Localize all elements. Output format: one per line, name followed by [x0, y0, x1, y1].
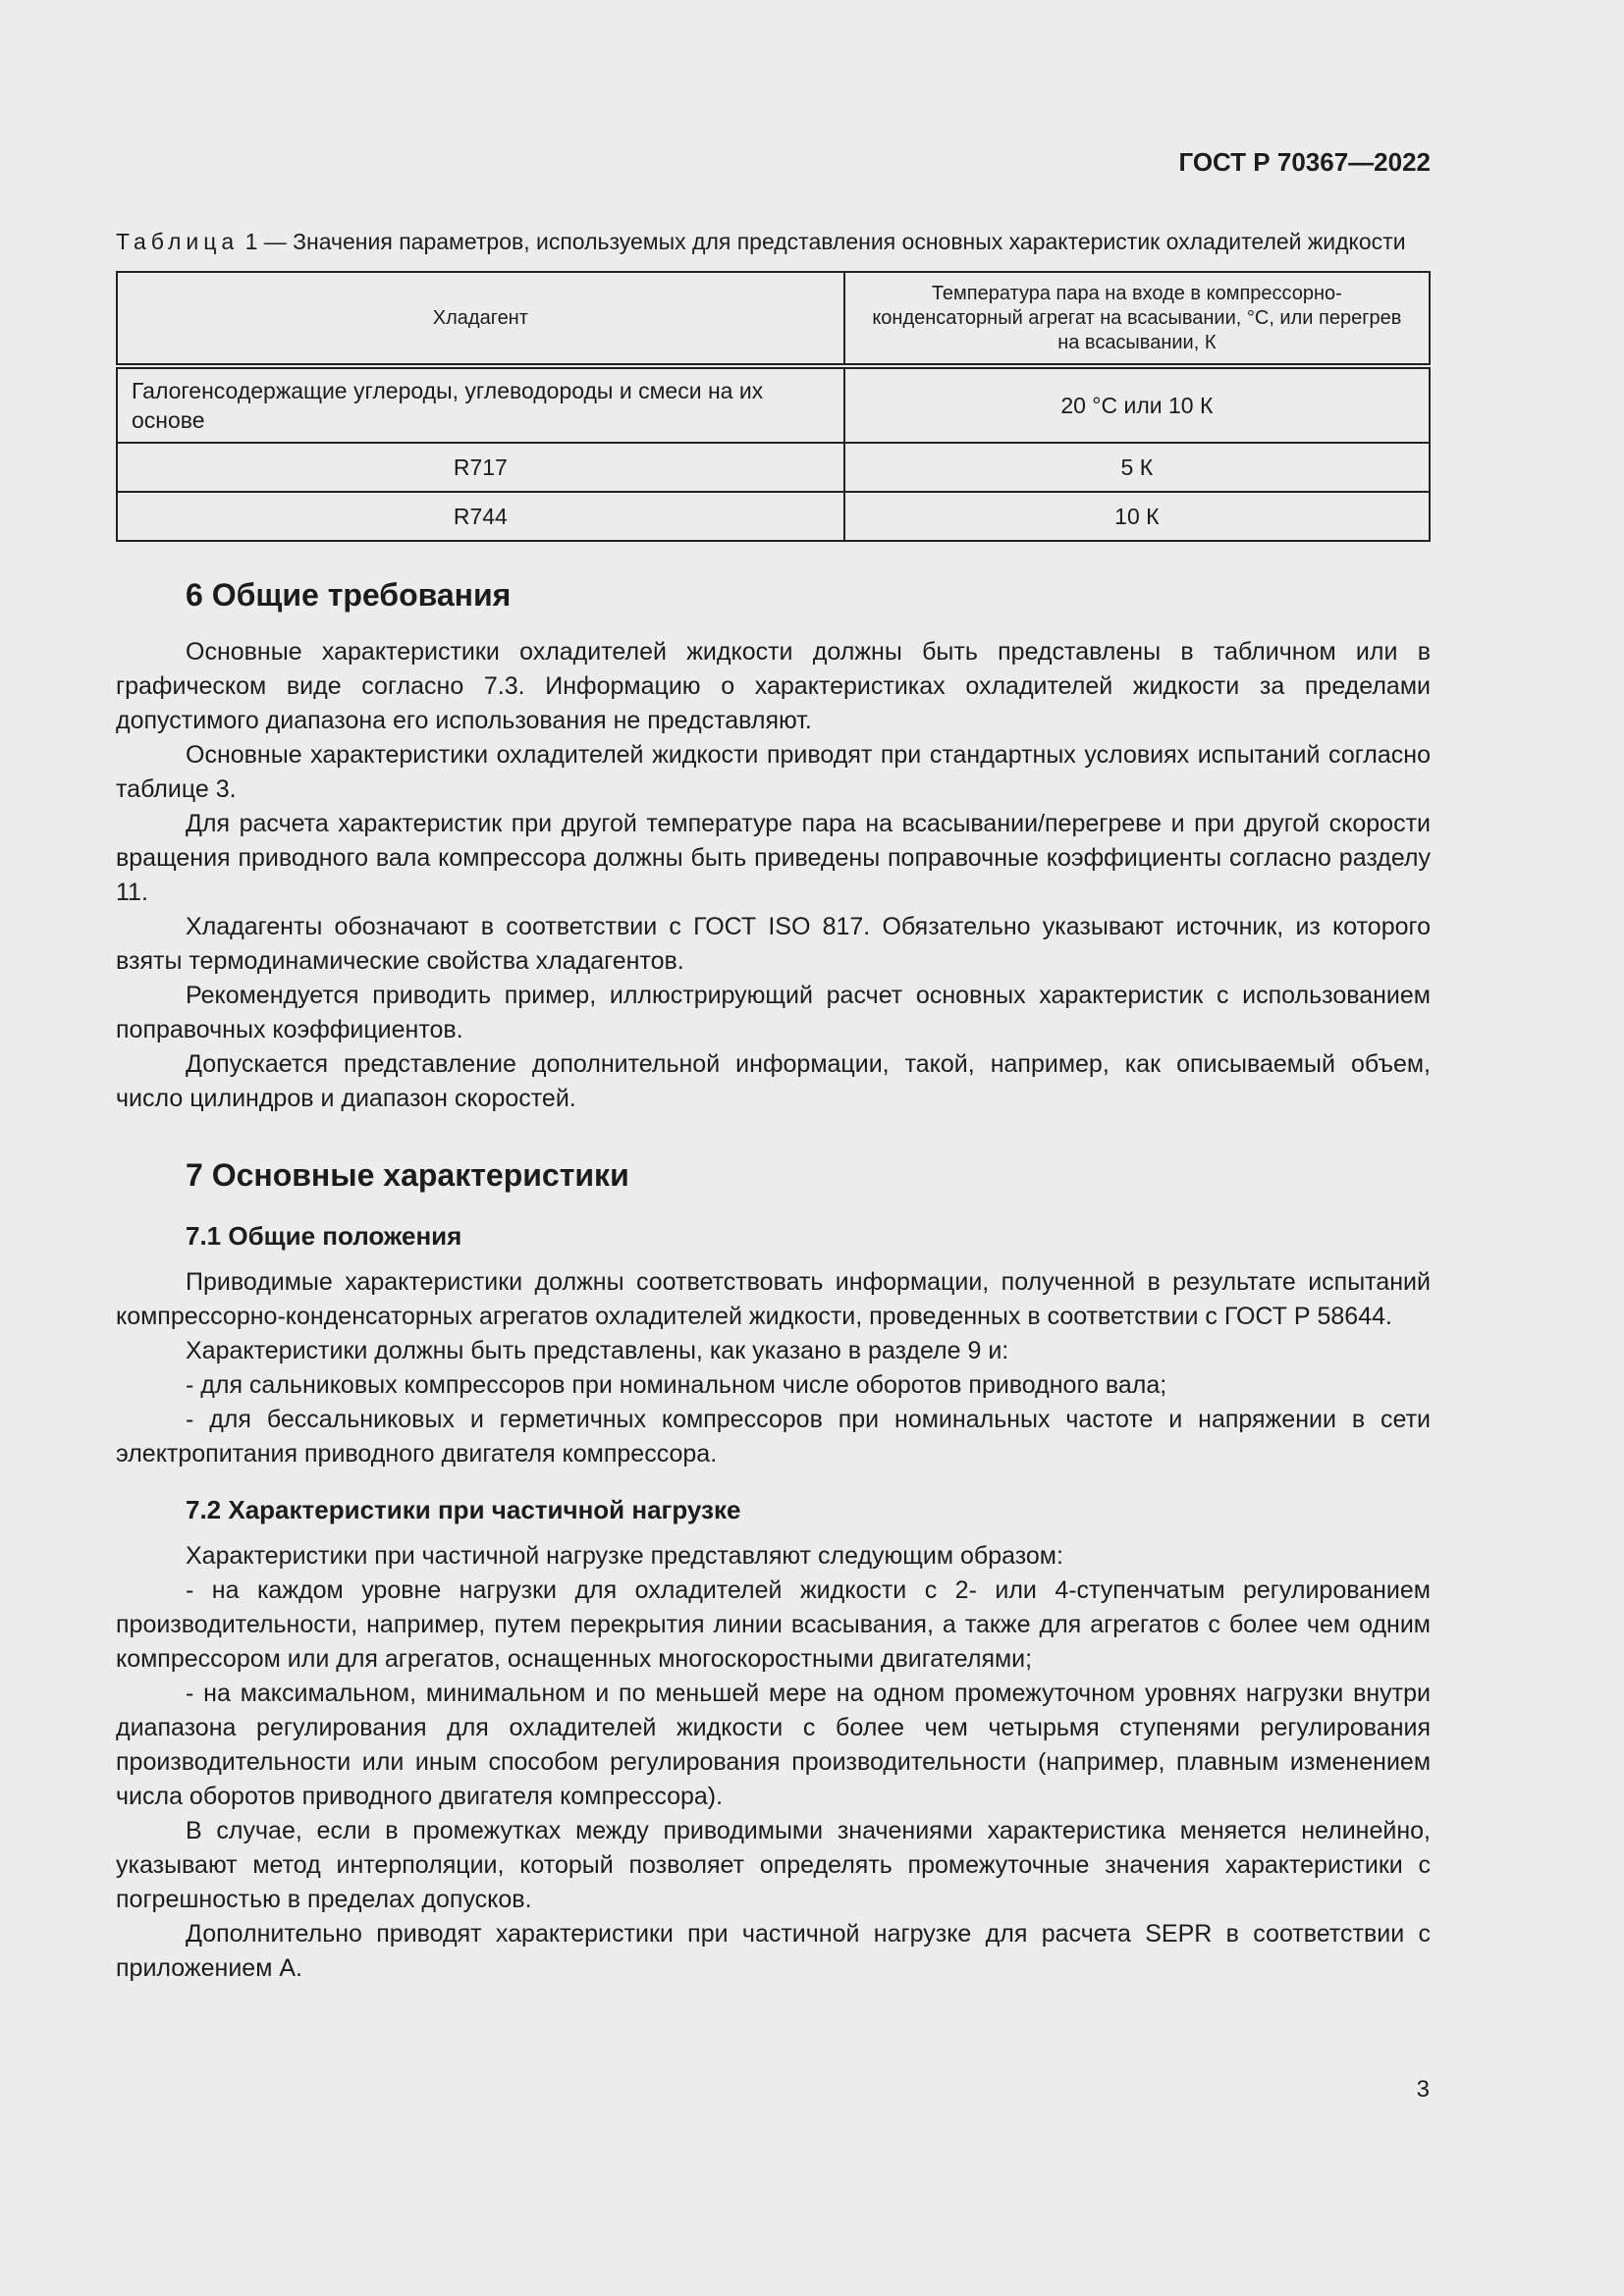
- table-row: [117, 366, 1430, 443]
- section-6-body: [116, 635, 1431, 1116]
- paragraph: Дополнительно приводят характеристики при частичной нагрузке для расчета SEPR в соответствии с приложением А.: [116, 1920, 1431, 1982]
- paragraph: Для расчета характеристик при другой температуре пара на всасывании/перегреве и при другой скорости вращения приводного вала компрессора должны быть приведены поправочные коэффициенты согласно разделу 11.: [116, 810, 1431, 906]
- page-number: 3: [1416, 2076, 1430, 2103]
- list-item: - для бессальниковых и герметичных компрессоров при номинальных частоте и напряжении в сети электропитания приводного двигателя компрессора.: [116, 1406, 1431, 1468]
- list-item: - для сальниковых компрессоров при номинальном числе оборотов приводного вала;: [186, 1371, 1167, 1399]
- document-id: ГОСТ Р 70367—2022: [1178, 147, 1431, 177]
- paragraph: Характеристики должны быть представлены, как указано в разделе 9 и:: [186, 1337, 1009, 1364]
- table-cell: 10 К: [844, 492, 1430, 541]
- paragraph: Характеристики при частичной нагрузке представляют следующим образом:: [186, 1542, 1063, 1570]
- paragraph: Основные характеристики охладителей жидкости приводят при стандартных условиях испытаний согласно таблице 3.: [116, 741, 1431, 803]
- table-row: [117, 443, 1430, 492]
- table-cell: Галогенсодержащие углероды, углеводороды и смеси на их основе: [117, 366, 844, 443]
- page-content: [116, 228, 1431, 1986]
- subsection-7-2-title: 7.2 Характеристики при частичной нагрузке: [186, 1495, 741, 1524]
- table-cell: R744: [117, 492, 844, 541]
- paragraph: Хладагенты обозначают в соответствии с ГОСТ ISO 817. Обязательно указывают источник, из которого взяты термодинамические свойства хладагентов.: [116, 913, 1431, 975]
- section-6-title: 6 Общие требования: [186, 577, 512, 613]
- section-7-title: 7 Основные характеристики: [186, 1157, 629, 1193]
- paragraph: Приводимые характеристики должны соответствовать информации, полученной в результате испытаний компрессорно-конденсаторных агрегатов охладителей жидкости, проведенных в соответствии с ГОСТ Р 58644.: [116, 1268, 1431, 1330]
- paragraph: Рекомендуется приводить пример, иллюстрирующий расчет основных характеристик с использованием поправочных коэффициентов.: [116, 982, 1431, 1043]
- table-caption-label: Таблица: [116, 229, 240, 254]
- paragraph: Основные характеристики охладителей жидкости должны быть представлены в табличном или в графическом виде согласно 7.3. Информацию о характеристиках охладителей жидкости за пределами допустимого диапазона его использования не представляют.: [116, 638, 1431, 734]
- list-item: - на максимальном, минимальном и по меньшей мере на одном промежуточном уровнях нагрузки внутри диапазона регулирования для охладителей жидкости с более чем четырьмя ступенями регулирования производительности или иным способом регулирования производительности (например, плавным изменением числа оборотов приводного двигателя компрессора).: [116, 1680, 1431, 1810]
- table-cell: 20 °С или 10 К: [844, 366, 1430, 443]
- table-cell: R717: [117, 443, 844, 492]
- column-header-refrigerant: Хладагент: [117, 272, 844, 366]
- table-cell: 5 К: [844, 443, 1430, 492]
- parameters-table: [116, 271, 1431, 542]
- column-header-temperature: Температура пара на входе в компрессорно-конденсаторный агрегат на всасывании, °C, или перегрев на всасывании, К: [844, 272, 1430, 366]
- table-caption-text: 1 — Значения параметров, используемых для представления основных характеристик охладителей жидкости: [244, 229, 1406, 254]
- subsection-7-1-title: 7.1 Общие положения: [186, 1221, 462, 1251]
- subsection-7-2-body: [116, 1539, 1431, 1986]
- subsection-7-1-body: [116, 1265, 1431, 1471]
- table-caption: [116, 228, 1431, 255]
- list-item: - на каждом уровне нагрузки для охладителей жидкости с 2- или 4-ступенчатым регулированием производительности, например, путем перекрытия линии всасывания, а также для агрегатов с более чем одним компрессором или для агрегатов, оснащенных многоскоростными двигателями;: [116, 1576, 1431, 1673]
- table-header-row: [117, 272, 1430, 366]
- table-row: [117, 492, 1430, 541]
- paragraph: Допускается представление дополнительной информации, такой, например, как описываемый объем, число цилиндров и диапазон скоростей.: [116, 1050, 1431, 1112]
- paragraph: В случае, если в промежутках между приводимыми значениями характеристика меняется нелинейно, указывают метод интерполяции, который позволяет определять промежуточные значения характеристики с погрешностью в пределах допусков.: [116, 1817, 1431, 1913]
